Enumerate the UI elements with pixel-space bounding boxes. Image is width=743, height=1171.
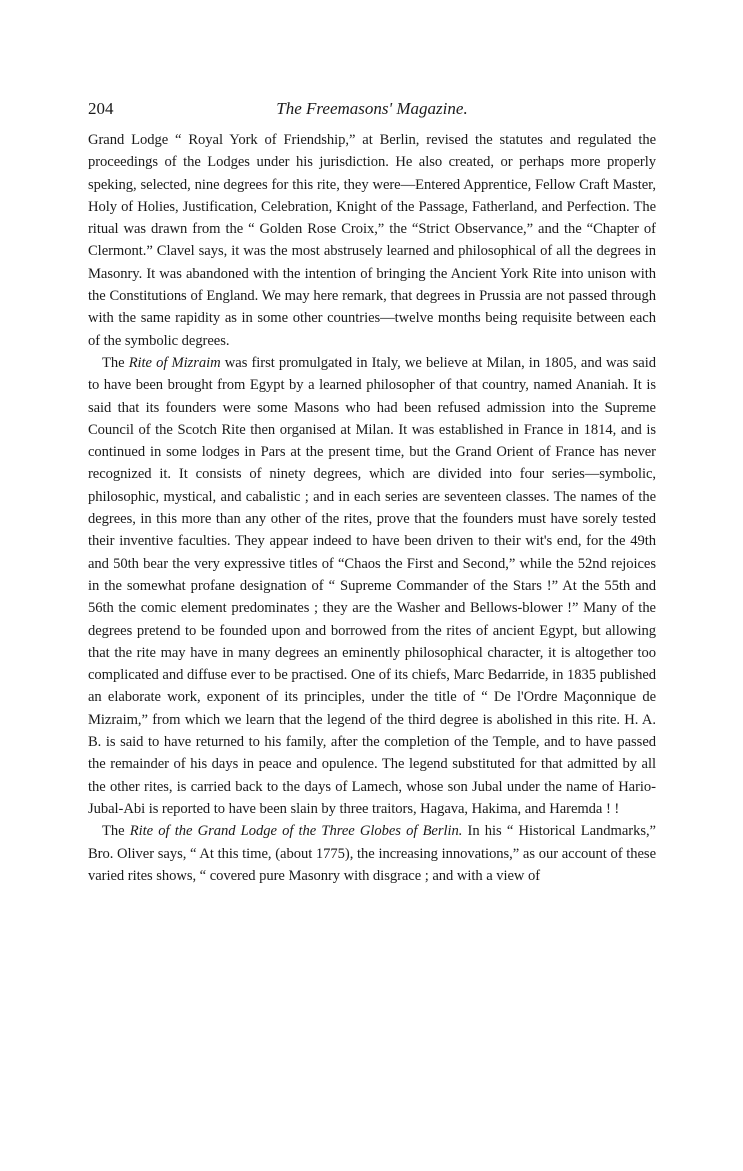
- magazine-title: The Freemasons' Magazine.: [276, 99, 468, 118]
- paragraph-3-lead: The: [102, 823, 130, 840]
- paragraph-1-text: Grand Lodge “ Royal York of Friendship,” at Berlin, revised the statutes and regulated the proceedings of the Lodges under his jurisdiction. He also created, or perhaps more properly speking, selected, nine degrees for this rite, they were—Entered Apprentice, Fellow Craft Master, Holy of Holies, Justification, Celebration, Knight of the Passage, Fatherland, and Perfection. The ritual was drawn from the “ Golden Rose Croix,” the “Strict Observance,” and the “Chapter of Clermont.” Clavel says, it was the most abstrusely learned and philosophical of all the degrees in Masonry. It was abandoned with the intention of bringing the Ancient York Rite into unison with the Constitutions of England. We may here remark, that degrees in Prussia are not passed through with the same rapidity as in some other countries—twelve months being requisite between each of the symbolic degrees.: [88, 132, 656, 349]
- paragraph-2: [88, 352, 656, 820]
- rite-of-mizraim-title: Rite of Mizraim: [128, 354, 221, 371]
- paragraph-2-lead: The: [102, 354, 129, 371]
- running-header: [88, 95, 656, 129]
- three-globes-rite-title: Rite of the Grand Lodge of the Three Globes of Berlin.: [129, 823, 463, 840]
- paragraph-2-text: was first promulgated in Italy, we believe at Milan, in 1805, and was said to have been brought from Egypt by a learned philosopher of that country, named Ananiah. It is said that its founders were some Masons who had been refused admission into the Supreme Council of the Scotch Rite then organised at Milan. It was established in France in 1814, and is continued in some lodges in Pars at the present time, but the Grand Orient of France has never recognized it. It consists of ninety degrees, which are divided into four series—symbolic, philosophic, mystical, and cabalistic ; and in each series are seventeen classes. The names of the degrees, in this more than any other of the rites, prove that the founders must have sorely tested their inventive faculties. They appear indeed to have been driven to their wit's end, for the 49th and 50th bear the very expressive titles of “Chaos the First and Second,” while the 52nd rejoices in the somewhat profane designation of “ Supreme Commander of the Stars !” At the 55th and 56th the comic element predominates ; they are the Washer and Bellows-blower !” Many of the degrees pretend to be founded upon and borrowed from the rites of ancient Egypt, but allowing that the rite may have in many degrees an eminently philosophical character, it is altogether too complicated and diffuse ever to be practised. One of its chiefs, Marc Bedarride, in 1835 published an elaborate work, exponent of its principles, under the title of “ De l'Ordre Maçonnique de Mizraim,” from which we learn that the legend of the third degree is abolished in this rite. H. A. B. is said to have returned to his family, after the completion of the Temple, and to have passed the remainder of his days in peace and opulence. The legend substituted for that admitted by all the other rites, is carried back to the days of Lamech, whose son Jubal under the name of Hario-Jubal-Abi is reported to have been slain by three traitors, Hagava, Hakima, and Haremda ! !: [88, 354, 656, 817]
- paragraph-3-text: In his “ Historical Landmarks,” Bro. Oliver says, “ At this time, (about 1775), the increasing innovations,” as our account of these varied rites shows, “ covered pure Masonry with disgrace ; and with a view of: [88, 823, 656, 884]
- paragraph-1: [88, 129, 656, 352]
- document-page: [88, 95, 656, 887]
- article-body: [88, 129, 656, 887]
- page-number: 204: [88, 99, 114, 118]
- paragraph-3: [88, 820, 656, 887]
